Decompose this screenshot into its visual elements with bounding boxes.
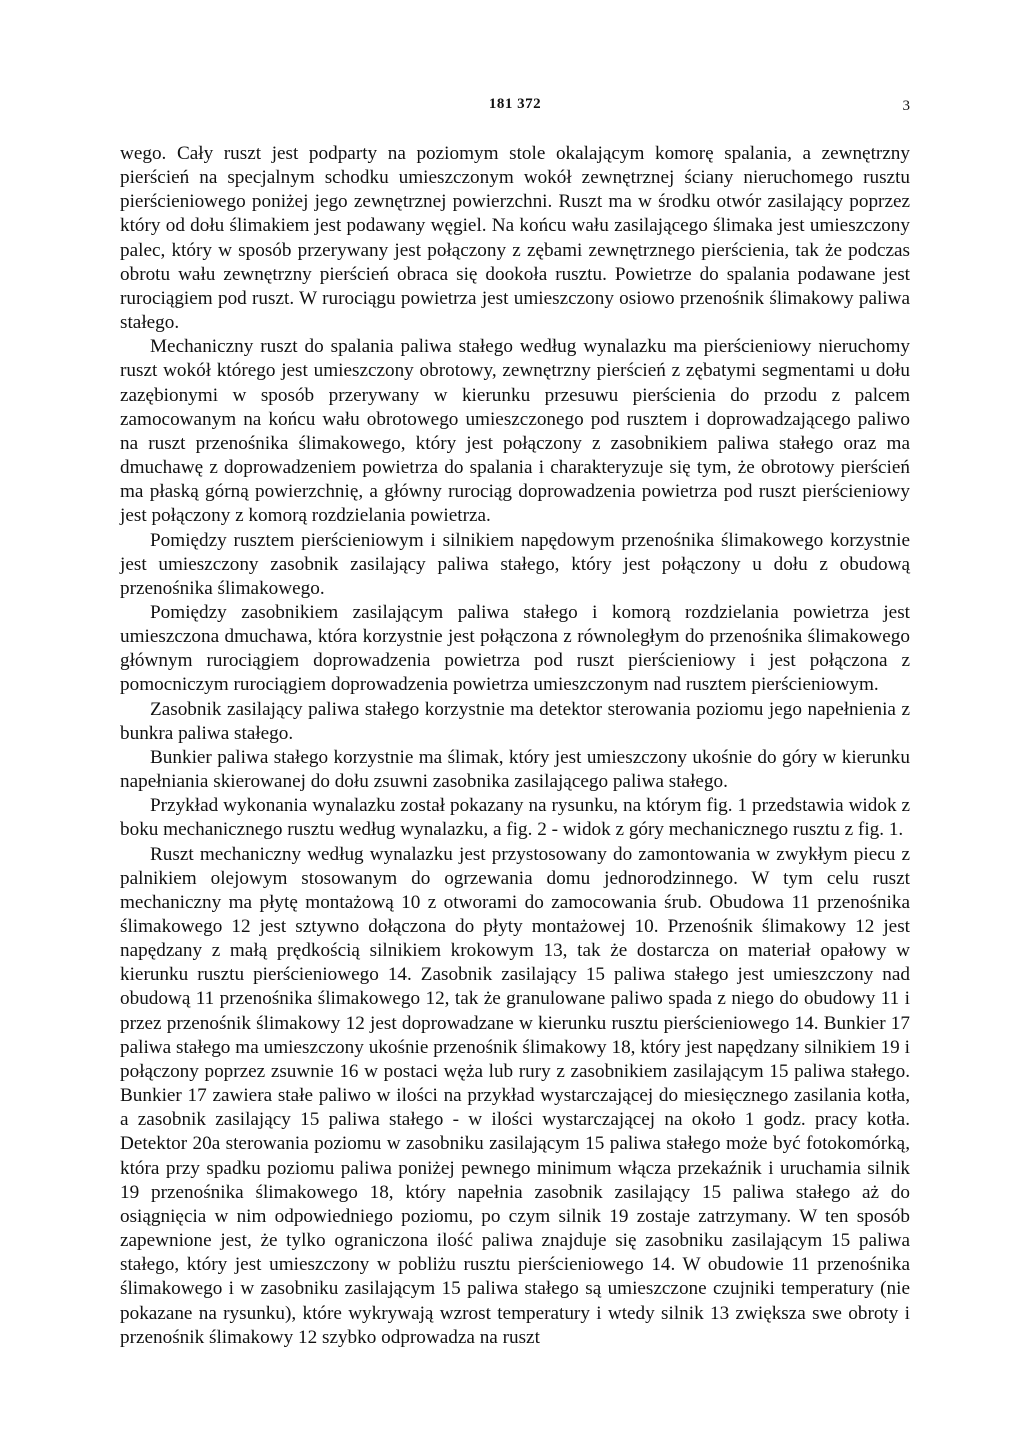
- paragraph: Pomiędzy rusztem pierścieniowym i silnikiem napędowym przenośnika ślimakowego korzystnie jest umieszczony zasobnik zasilający paliwa stałego, który jest połączony u dołu z obudową przenośnika ślimakowego.: [120, 529, 910, 599]
- patent-number: 181 372: [488, 96, 542, 112]
- paragraph: Pomiędzy zasobnikiem zasilającym paliwa stałego i komorą rozdzielania powietrza jest umieszczona dmuchawa, która korzystnie jest połączona z równoległym do przenośnika ślimakowego głównym rurociągiem doprowadzenia powietrza pod ruszt pierścieniowy i jest połączona z pomocniczym rurociągiem doprowadzenia powietrza umieszczonym nad rusztem pierścieniowym.: [120, 601, 910, 696]
- paragraph: wego. Cały ruszt jest podparty na poziomym stole okalającym komorę spalania, a zewnętrzny pierścień na specjalnym schodku umieszczonym wokół zewnętrznej ściany nieruchomego rusztu pierścieniowego poniżej jego zewnętrznej powierzchni. Ruszt ma w środku otwór zasilający poprzez który od dołu ślimakiem jest podawany węgiel. Na końcu wału zasilającego ślimaka jest umieszczony palec, który w sposób przerywany jest połączony z zębami zewnętrznego pierścienia, tak że podczas obrotu wału zewnętrzny pierścień obraca się dookoła rusztu. Powietrze do spalania podawane jest rurociągiem pod ruszt. W rurociągu powietrza jest umieszczony osiowo przenośnik ślimakowy paliwa stałego.: [120, 143, 910, 334]
- paragraph: Ruszt mechaniczny według wynalazku jest przystosowany do zamontowania w zwykłym piecu z palnikiem olejowym stosowanym do ogrzewania domu jednorodzinnego. W tym celu ruszt mechaniczny ma płytę montażową 10 z otworami do zamocowania śrub. Obudowa 11 przenośnika ślimakowego 12 jest sztywno dołączona do płyty montażowej 10. Przenośnik ślimakowy 12 jest napędzany z małą prędkością silnikiem krokowym 13, tak że dostarcza on materiał opałowy w kierunku rusztu pierścieniowego 14. Zasobnik zasilający 15 paliwa stałego jest umieszczony nad obudową 11 przenośnika ślimakowego 12, tak że granulowane paliwo spada z niego do obudowy 11 i przez przenośnik ślimakowy 12 jest doprowadzane w kierunku rusztu pierścieniowego 14. Bunkier 17 paliwa stałego ma umieszczony ukośnie przenośnik ślimakowy 18, który jest napędzany silnikiem 19 i połączony poprzez zsuwnie 16 w postaci węża lub rury z zasobnikiem zasilającym 15 paliwa stałego. Bunkier 17 zawiera stałe paliwo w ilości na przykład wystarczającej do miesięcznego zasilania kotła, a zasobnik zasilający 15 paliwa stałego - w ilości wystarczającej na około 1 godz. pracy kotła. Detektor 20a sterowania poziomu w zasobniku zasilającym 15 paliwa stałego może być fotokomórką, która przy spadku poziomu paliwa poniżej pewnego minimum włącza przekaźnik i uruchamia silnik 19 przenośnika ślimakowego 18, który napełnia zasobnik zasilający 15 paliwa stałego aż do osiągnięcia w nim odpowiedniego poziomu, po czym silnik 19 zostaje zatrzymany. W ten sposób zapewnione jest, że tylko ograniczona ilość paliwa znajduje się zasobniku zasilającym 15 paliwa stałego, który jest umieszczony w pobliżu rusztu pierścieniowego 14. W obudowie 11 przenośnika ślimakowego i w zasobniku zasilającym 15 paliwa stałego są umieszczone czujniki temperatury (nie pokazane na rysunku), które wykrywają wzrost temperatury i wtedy silnik 13 zwiększa swe obroty i przenośnik ślimakowy 12 szybko odprowadza na ruszt: [120, 843, 910, 1348]
- page-header: [120, 96, 910, 120]
- paragraph: Przykład wykonania wynalazku został pokazany na rysunku, na którym fig. 1 przedstawia widok z boku mechanicznego rusztu według wynalazku, a fig. 2 - widok z góry mechanicznego rusztu z fig. 1.: [120, 795, 910, 841]
- paragraph: Bunkier paliwa stałego korzystnie ma ślimak, który jest umieszczony ukośnie do góry w kierunku napełniania skierowanej do dołu zsuwni zasobnika zasilającego paliwa stałego.: [120, 746, 910, 793]
- paragraph: Zasobnik zasilający paliwa stałego korzystnie ma detektor sterowania poziomu jego napełnienia z bunkra paliwa stałego.: [120, 698, 910, 744]
- paragraph: Mechaniczny ruszt do spalania paliwa stałego według wynalazku ma pierścieniowy nieruchomy ruszt wokół którego jest umieszczony obrotowy, zewnętrzny pierścień z zębatymi segmentami u dołu zazębionymi w sposób przerywany w kierunku przesuwu pierścienia do przodu z palcem zamocowanym na końcu wału obrotowego umieszczonego pod rusztem i doprowadzającego paliwo na ruszt przenośnika ślimakowego, który jest połączony z zasobnikiem paliwa stałego oraz ma dmuchawę z doprowadzeniem powietrza do spalania i charakteryzuje się tym, że obrotowy pierścień ma płaską górną powierzchnię, a główny rurociąg doprowadzenia powietrza pod ruszt pierścieniowy jest połączony z komorą rozdzielania powietrza.: [120, 336, 910, 527]
- page-number: 3: [902, 98, 910, 114]
- document-body: [120, 142, 910, 1350]
